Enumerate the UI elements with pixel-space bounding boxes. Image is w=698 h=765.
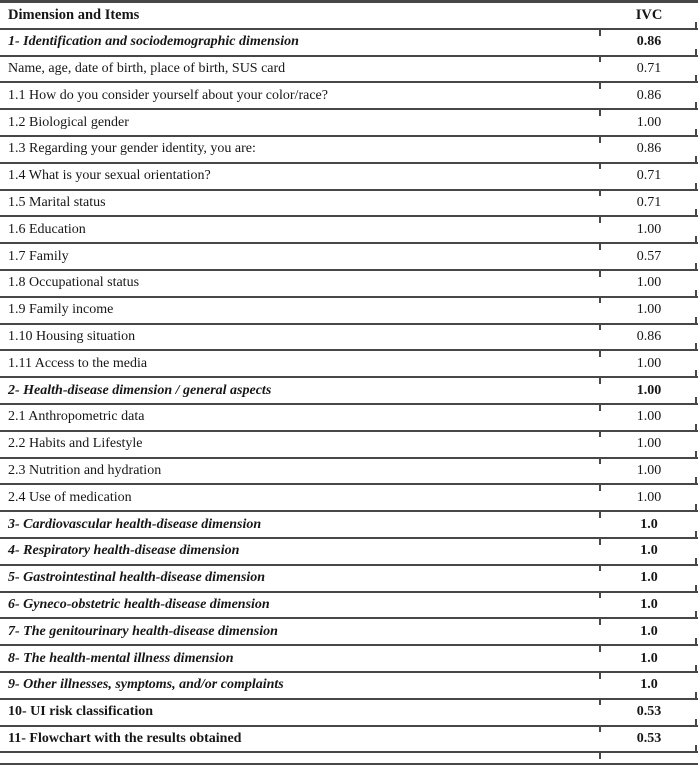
row-label: 1.4 What is your sexual orientation? xyxy=(8,169,211,184)
row-label: 2.4 Use of medication xyxy=(8,490,132,505)
table-body xyxy=(0,30,698,754)
column-header-dimension-and-items: Dimension and Items xyxy=(8,8,140,23)
row-label: 1.8 Occupational status xyxy=(8,276,140,291)
row-value: 0.53 xyxy=(600,732,698,746)
table-bottom-rule xyxy=(0,753,698,765)
row-label: 1.10 Housing situation xyxy=(8,329,136,344)
row-value: 1.00 xyxy=(600,437,698,451)
row-label: 11- Flowchart with the results obtained xyxy=(8,731,242,746)
table-row xyxy=(0,351,698,378)
row-label: 1.9 Family income xyxy=(8,303,114,318)
row-label: 1.7 Family xyxy=(8,249,69,264)
row-value: 1.00 xyxy=(600,464,698,478)
row-label: Name, age, date of birth, place of birth, SUS card xyxy=(8,61,286,76)
row-value: 0.86 xyxy=(600,89,698,103)
row-value: 1.0 xyxy=(600,625,698,639)
row-value: 1.0 xyxy=(600,678,698,692)
table-row xyxy=(0,485,698,512)
table-row xyxy=(0,325,698,352)
table-row xyxy=(0,432,698,459)
table-row xyxy=(0,727,698,754)
row-label: 4- Respiratory health-disease dimension xyxy=(8,544,240,559)
row-value: 1.00 xyxy=(600,357,698,371)
row-value: 0.86 xyxy=(600,330,698,344)
table-row xyxy=(0,298,698,325)
row-value: 0.57 xyxy=(600,250,698,264)
row-value: 1.0 xyxy=(600,571,698,585)
table-row xyxy=(0,110,698,137)
row-label: 1.11 Access to the media xyxy=(8,356,148,371)
table-row xyxy=(0,83,698,110)
table-row xyxy=(0,700,698,727)
table-row xyxy=(0,512,698,539)
row-label: 2.2 Habits and Lifestyle xyxy=(8,437,143,452)
row-value: 0.53 xyxy=(600,705,698,719)
table-header-row xyxy=(0,3,698,30)
row-label: 2.3 Nutrition and hydration xyxy=(8,463,162,478)
row-label: 8- The health-mental illness dimension xyxy=(8,651,234,666)
row-label: 1.6 Education xyxy=(8,222,86,237)
table-row xyxy=(0,619,698,646)
row-label: 2.1 Anthropometric data xyxy=(8,410,145,425)
row-value: 0.86 xyxy=(600,142,698,156)
row-label: 5- Gastrointestinal health-disease dimension xyxy=(8,571,266,586)
row-value: 1.00 xyxy=(600,384,698,398)
row-value: 1.00 xyxy=(600,410,698,424)
row-label: 1.3 Regarding your gender identity, you are: xyxy=(8,142,256,157)
table-row xyxy=(0,30,698,57)
table-row xyxy=(0,217,698,244)
column-header-ivc: IVC xyxy=(600,8,698,23)
table-row xyxy=(0,57,698,84)
row-label: 3- Cardiovascular health-disease dimension xyxy=(8,517,262,532)
row-label: 7- The genitourinary health-disease dimension xyxy=(8,624,278,639)
row-value: 1.00 xyxy=(600,276,698,290)
table-row xyxy=(0,673,698,700)
row-label: 6- Gyneco-obstetric health-disease dimension xyxy=(8,597,270,612)
table-row xyxy=(0,405,698,432)
table-row xyxy=(0,646,698,673)
row-value: 1.0 xyxy=(600,652,698,666)
table-row xyxy=(0,459,698,486)
row-value: 1.0 xyxy=(600,544,698,558)
table-row xyxy=(0,566,698,593)
row-value: 0.71 xyxy=(600,196,698,210)
row-value: 0.71 xyxy=(600,169,698,183)
table-row xyxy=(0,539,698,566)
table-row xyxy=(0,244,698,271)
row-label: 10- UI risk classification xyxy=(8,705,154,720)
row-value: 0.86 xyxy=(600,35,698,49)
table-row xyxy=(0,378,698,405)
row-value: 1.00 xyxy=(600,303,698,317)
row-value: 1.00 xyxy=(600,491,698,505)
table-row xyxy=(0,271,698,298)
table-row xyxy=(0,191,698,218)
row-label: 1.2 Biological gender xyxy=(8,115,129,130)
row-label: 1- Identification and sociodemographic dimension xyxy=(8,35,299,50)
table-row xyxy=(0,164,698,191)
row-label: 1.1 How do you consider yourself about your color/race? xyxy=(8,88,328,103)
row-value: 1.0 xyxy=(600,518,698,532)
row-label: 2- Health-disease dimension / general aspects xyxy=(8,383,272,398)
row-value: 1.00 xyxy=(600,223,698,237)
table-row xyxy=(0,137,698,164)
row-value: 1.00 xyxy=(600,116,698,130)
row-label: 1.5 Marital status xyxy=(8,195,106,210)
row-value: 0.71 xyxy=(600,62,698,76)
row-label: 9- Other illnesses, symptoms, and/or complaints xyxy=(8,678,284,693)
row-value: 1.0 xyxy=(600,598,698,612)
table-row xyxy=(0,593,698,620)
